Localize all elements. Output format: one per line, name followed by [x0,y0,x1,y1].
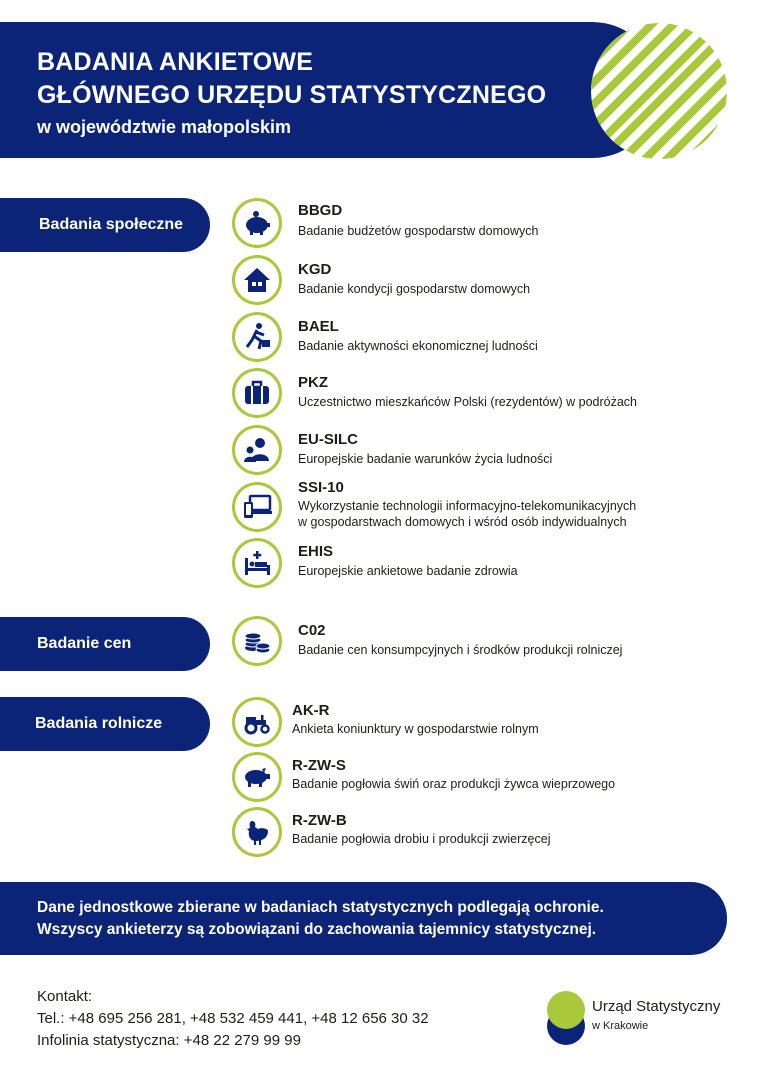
survey-description: Badanie aktywności ekonomicznej ludności [298,339,538,353]
contact-label: Kontakt: [37,988,93,1005]
survey-description: Wykorzystanie technologii informacyjno-telekomunikacyjnych [298,499,637,513]
contact-block [37,986,429,1052]
survey-description: Badanie kondycji gospodarstw domowych [298,282,531,296]
survey-code: KGD [298,261,332,278]
survey-description-line2: w gospodarstwach domowych i wśród osób indywidualnych [298,515,627,529]
hen-icon [232,807,282,857]
page-title-line1: BADANIA ANKIETOWE [37,48,314,76]
contact-infoline[interactable]: Infolinia statystyczna: +48 22 279 99 99 [37,1032,301,1049]
survey-description: Badanie pogłowia drobiu i produkcji zwierzęcej [292,832,551,846]
survey-description: Uczestnictwo mieszkańców Polski (rezydentów) w podróżach [298,395,638,409]
hospital-bed-icon [232,538,282,588]
pig-icon [232,752,282,802]
header-banner [0,22,660,158]
survey-code: PKZ [298,374,328,391]
coins-icon [232,616,282,666]
logo-city: w Krakowie [592,1020,649,1032]
logo-circles-icon [546,990,586,1048]
section-label-prices [0,617,210,671]
section-label-text: Badania społeczne [39,216,184,233]
running-person-icon [232,312,282,362]
piggy-bank-icon [232,198,282,248]
striped-circle-decoration [590,22,728,160]
page-subtitle: w województwie małopolskim [37,117,292,137]
confidentiality-notice [0,882,727,955]
section-label-social [0,198,210,252]
survey-code: BBGD [298,202,343,219]
survey-code: BAEL [298,318,339,335]
tractor-icon [232,697,282,747]
notice-line2: Wszyscy ankieterzy są zobowiązani do zachowania tajemnicy statystycznej. [37,921,597,938]
survey-description: Europejskie ankietowe badanie zdrowia [298,564,518,578]
house-icon [232,255,282,305]
survey-code: AK-R [292,702,330,719]
survey-description: Ankieta koniunktury w gospodarstwie rolnym [292,722,539,736]
survey-description: Badanie cen konsumpcyjnych i środków produkcji rolniczej [298,643,623,657]
survey-code: C02 [298,622,326,639]
section-label-text: Badanie cen [37,635,132,652]
devices-icon [232,482,282,532]
survey-code: EU-SILC [298,431,358,448]
survey-description: Europejskie badanie warunków życia ludności [298,452,553,466]
office-logo [546,990,736,1048]
section-label-agriculture [0,697,210,751]
section-label-text: Badania rolnicze [35,715,163,732]
survey-code: R-ZW-S [292,757,346,774]
survey-code: R-ZW-B [292,812,347,829]
contact-phones[interactable]: Tel.: +48 695 256 281, +48 532 459 441, +48 12 656 30 32 [37,1010,429,1027]
notice-line1: Dane jednostkowe zbierane w badaniach statystycznych podlegają ochronie. [37,899,604,916]
people-icon [232,425,282,475]
survey-description: Badanie budżetów gospodarstw domowych [298,224,539,238]
logo-name: Urząd Statystyczny [592,998,721,1015]
survey-description: Badanie pogłowia świń oraz produkcji żywca wieprzowego [292,777,616,791]
page-title-line2: GŁÓWNEGO URZĘDU STATYSTYCZNEGO [37,81,547,109]
survey-code: SSI-10 [298,479,344,496]
suitcase-icon [232,368,282,418]
survey-code: EHIS [298,543,334,560]
